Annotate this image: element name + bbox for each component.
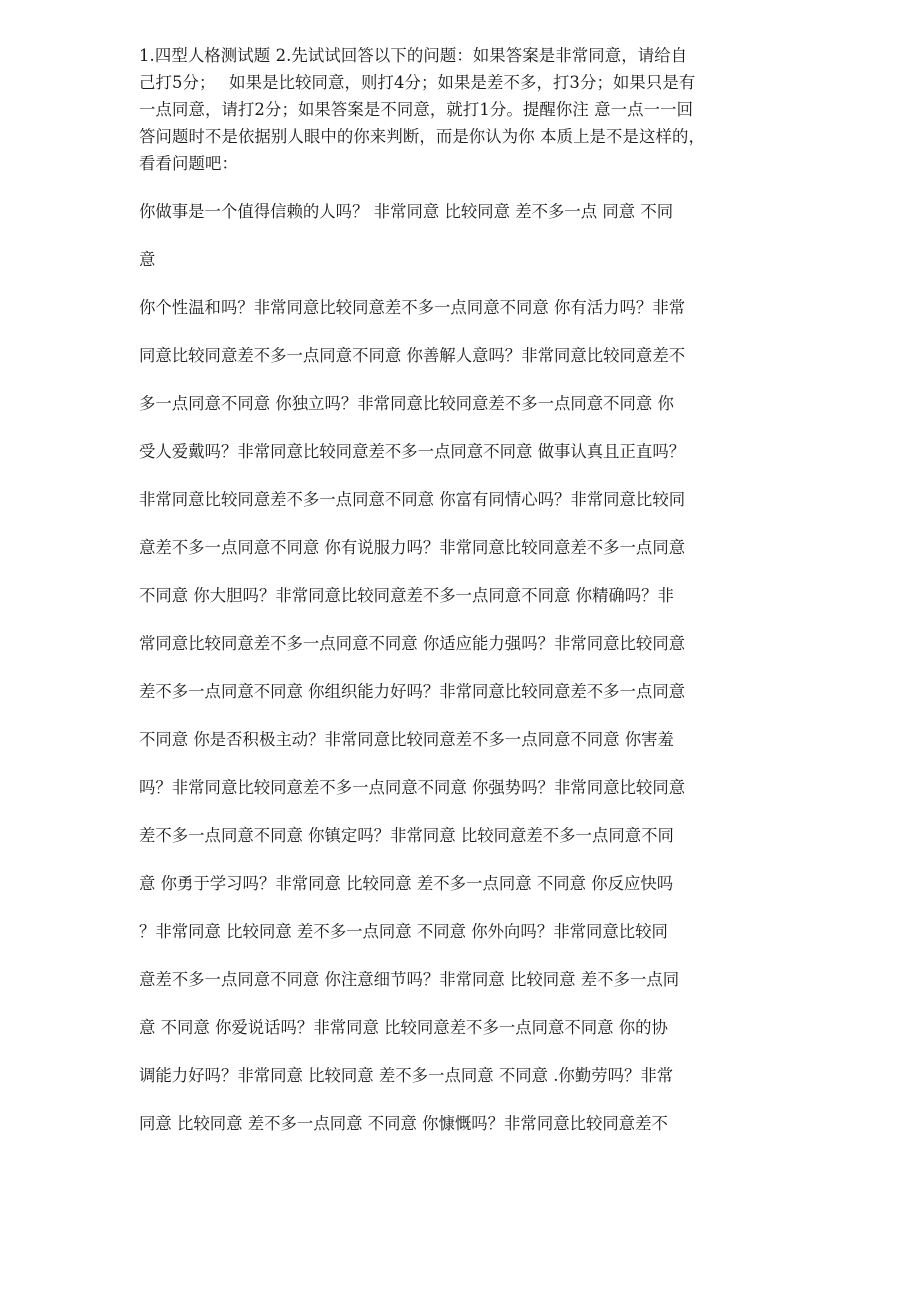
- body-line: 差不多一点同意不同意 你镇定吗？非常同意 比较同意差不多一点同意不同: [139, 826, 674, 845]
- body-line: 意差不多一点同意不同意 你注意细节吗？非常同意 比较同意 差不多一点同: [139, 970, 680, 989]
- body-line: 多一点同意不同意 你独立吗？非常同意比较同意差不多一点同意不同意 你: [139, 394, 674, 413]
- body-line: 你做事是一个值得信赖的人吗？ 非常同意 比较同意 差不多一点 同意 不同: [139, 202, 674, 221]
- body-line: 受人爱戴吗？非常同意比较同意差不多一点同意不同意 做事认真且正直吗？: [139, 442, 686, 461]
- body-line: ？非常同意 比较同意 差不多一点同意 不同意 你外向吗？非常同意比较同: [139, 922, 668, 941]
- intro-line: 己打5分； 如果是比较同意，则打4分；如果是差不多，打3分；如果只是有: [139, 73, 696, 92]
- body-line: 常同意比较同意差不多一点同意不同意 你适应能力强吗？非常同意比较同意: [139, 634, 686, 653]
- intro-line: 答问题时不是依据别人眼中的你来判断，而是你认为你 本质上是不是这样的，: [139, 127, 705, 146]
- intro-line: 一点同意，请打2分；如果答案是不同意，就打1分。提醒你注 意一点一一回: [139, 100, 694, 119]
- intro-line: 看看问题吧：: [139, 154, 238, 173]
- body-line: 非常同意比较同意差不多一点同意不同意 你富有同情心吗？非常同意比较同: [139, 490, 686, 509]
- body-line: 同意 比较同意 差不多一点同意 不同意 你慷慨吗？非常同意比较同意差不: [139, 1114, 668, 1133]
- document-page: [139, 42, 799, 1148]
- body-line: 意 你勇于学习吗？非常同意 比较同意 差不多一点同意 不同意 你反应快吗: [139, 874, 674, 893]
- intro-paragraph: [139, 42, 799, 177]
- body-line: 你个性温和吗？非常同意比较同意差不多一点同意不同意 你有活力吗？非常: [139, 298, 686, 317]
- body-line: 差不多一点同意不同意 你组织能力好吗？非常同意比较同意差不多一点同意: [139, 682, 686, 701]
- body-line: 意 不同意 你爱说话吗？非常同意 比较同意差不多一点同意不同意 你的协: [139, 1018, 668, 1037]
- body-line: 意差不多一点同意不同意 你有说服力吗？非常同意比较同意差不多一点同意: [139, 538, 686, 557]
- body-line: 不同意 你是否积极主动？非常同意比较同意差不多一点同意不同意 你害羞: [139, 730, 674, 749]
- body-line: 同意比较同意差不多一点同意不同意 你善解人意吗？非常同意比较同意差不: [139, 346, 686, 365]
- body-line: 意: [139, 250, 156, 269]
- intro-line: 1.四型人格测试题 2.先试试回答以下的问题：如果答案是非常同意，请给自: [139, 46, 688, 65]
- question-text-block: [139, 188, 799, 1148]
- body-line: 吗？非常同意比较同意差不多一点同意不同意 你强势吗？非常同意比较同意: [139, 778, 686, 797]
- body-line: 调能力好吗？非常同意 比较同意 差不多一点同意 不同意 .你勤劳吗？非常: [139, 1066, 674, 1085]
- body-line: 不同意 你大胆吗？非常同意比较同意差不多一点同意不同意 你精确吗？非: [139, 586, 674, 605]
